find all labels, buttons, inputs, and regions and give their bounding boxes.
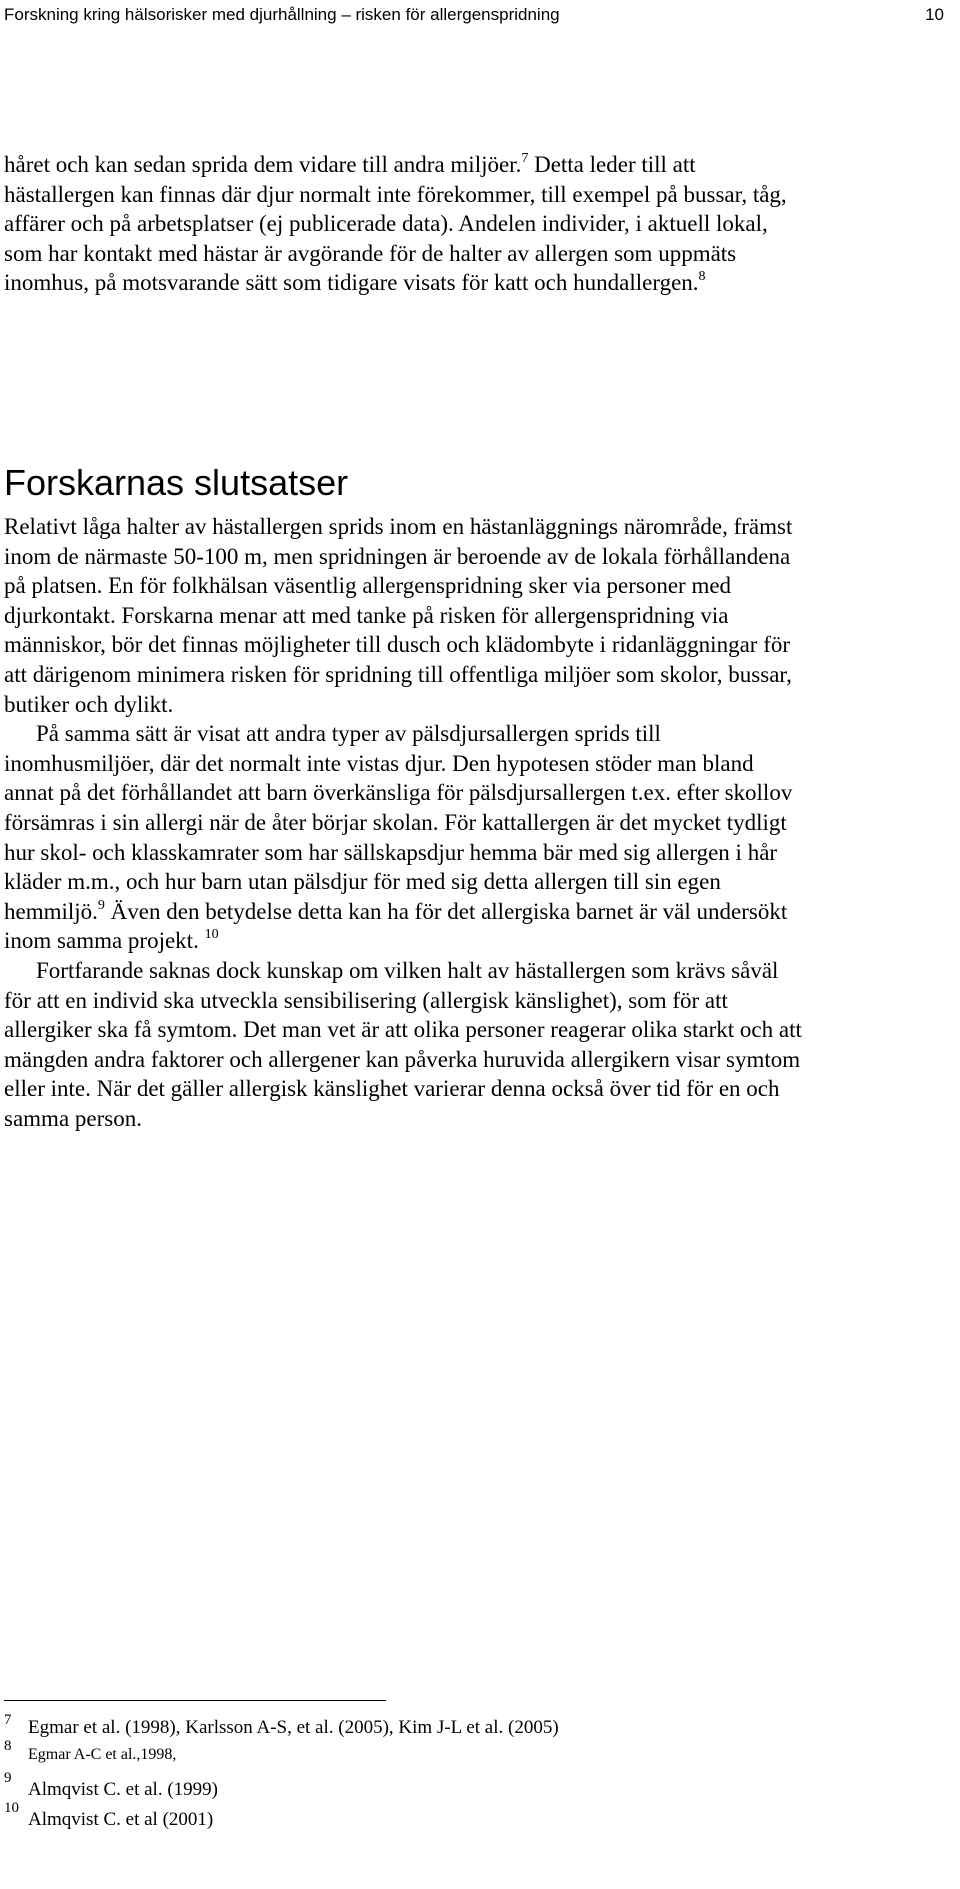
intro-text-part2: Detta leder till att hästallergen kan finnas där djur normalt inte förekommer, till exempel på bussar, tåg, affärer och på arbetsplatser (ej publicerade data). Andelen individer, i aktuell lokal, som har kontakt med hästar är avgörande för de halter av allergen som uppmäts inomhus, på motsvarande sätt som tidigare visats för katt och hundallergen. [4, 152, 787, 296]
footnote-ref-10: 10 [204, 927, 219, 943]
conclusions-section [4, 460, 804, 1133]
paragraph-2-part1: På samma sätt är visat att andra typer av pälsdjursallergen sprids till inomhusmiljöer, där det normalt inte vistas djur. Den hypotesen stöder man bland annat på det förhållandet att barn överkänsliga för pälsdjursallergen t.ex. efter skollov försämras i sin allergi när de åter börjar skolan. För kattallergen är det mycket tydligt hur skol- och klasskamrater som har sällskapsdjur hemma bär med sig allergen i hår kläder m.m., och hur barn utan pälsdjur för med sig detta allergen till sin egen hemmiljö. [4, 721, 793, 924]
conclusions-paragraph-3: Fortfarande saknas dock kunskap om vilken halt av hästallergen som krävs såväl för att en individ ska utveckla sensibilisering (allergisk känslighet), som för att allergiker ska få symtom. Det man vet är att olika personer reagerar olika starkt och att mängden andra faktorer och allergener kan påverka huruvida allergikern visar symtom eller inte. När det gäller allergisk känslighet varierar denna också över tid för en och samma person. [4, 957, 802, 1131]
footnote-text: Egmar A-C et al.,1998, [28, 1746, 177, 1763]
section-heading: Forskarnas slutsatser [4, 462, 349, 503]
footnote-text: Almqvist C. et al (2001) [28, 1809, 214, 1830]
footnote-number: 9 [4, 1770, 12, 1786]
footnote-separator [4, 1700, 386, 1701]
footnote-text: Almqvist C. et al. (1999) [28, 1779, 218, 1800]
running-header [4, 4, 944, 26]
running-header-title: Forskning kring hälsorisker med djurhållning – risken för allergenspridning [4, 5, 560, 24]
footnote-number: 7 [4, 1712, 12, 1728]
footnote-number: 8 [4, 1738, 12, 1754]
intro-paragraph [4, 150, 804, 298]
footnote-text: Egmar et al. (1998), Karlsson A-S, et al. (2005), Kim J-L et al. (2005) [28, 1717, 559, 1738]
footnote-ref-8: 8 [698, 269, 706, 285]
conclusions-paragraph-1: Relativt låga halter av hästallergen sprids inom en hästanläggnings närområde, främst inom de närmaste 50-100 m, men spridningen är beroende av de lokala förhållandena på platsen. En för folkhälsan väsentlig allergenspridning sker via personer med djurkontakt. Forskarna menar att med tanke på risken för allergenspridning via människor, bör det finnas möjligheter till dusch och klädombyte i ridanläggningar för att därigenom minimera risken för spridning till offentliga miljöer som skolor, bussar, butiker och dylikt. [4, 514, 793, 717]
intro-text [4, 150, 804, 298]
paragraph-2-part2: Även den betydelse detta kan ha för det allergiska barnet är väl undersökt inom samma projekt. [4, 898, 788, 954]
footnote-number: 10 [4, 1800, 19, 1816]
intro-text-part1: håret och kan sedan sprida dem vidare till andra miljöer. [4, 152, 522, 177]
page-number: 10 [925, 5, 944, 24]
footnote-ref-7: 7 [521, 151, 529, 166]
conclusions-paragraph-2 [4, 719, 804, 956]
footnote-ref-9: 9 [97, 897, 105, 913]
